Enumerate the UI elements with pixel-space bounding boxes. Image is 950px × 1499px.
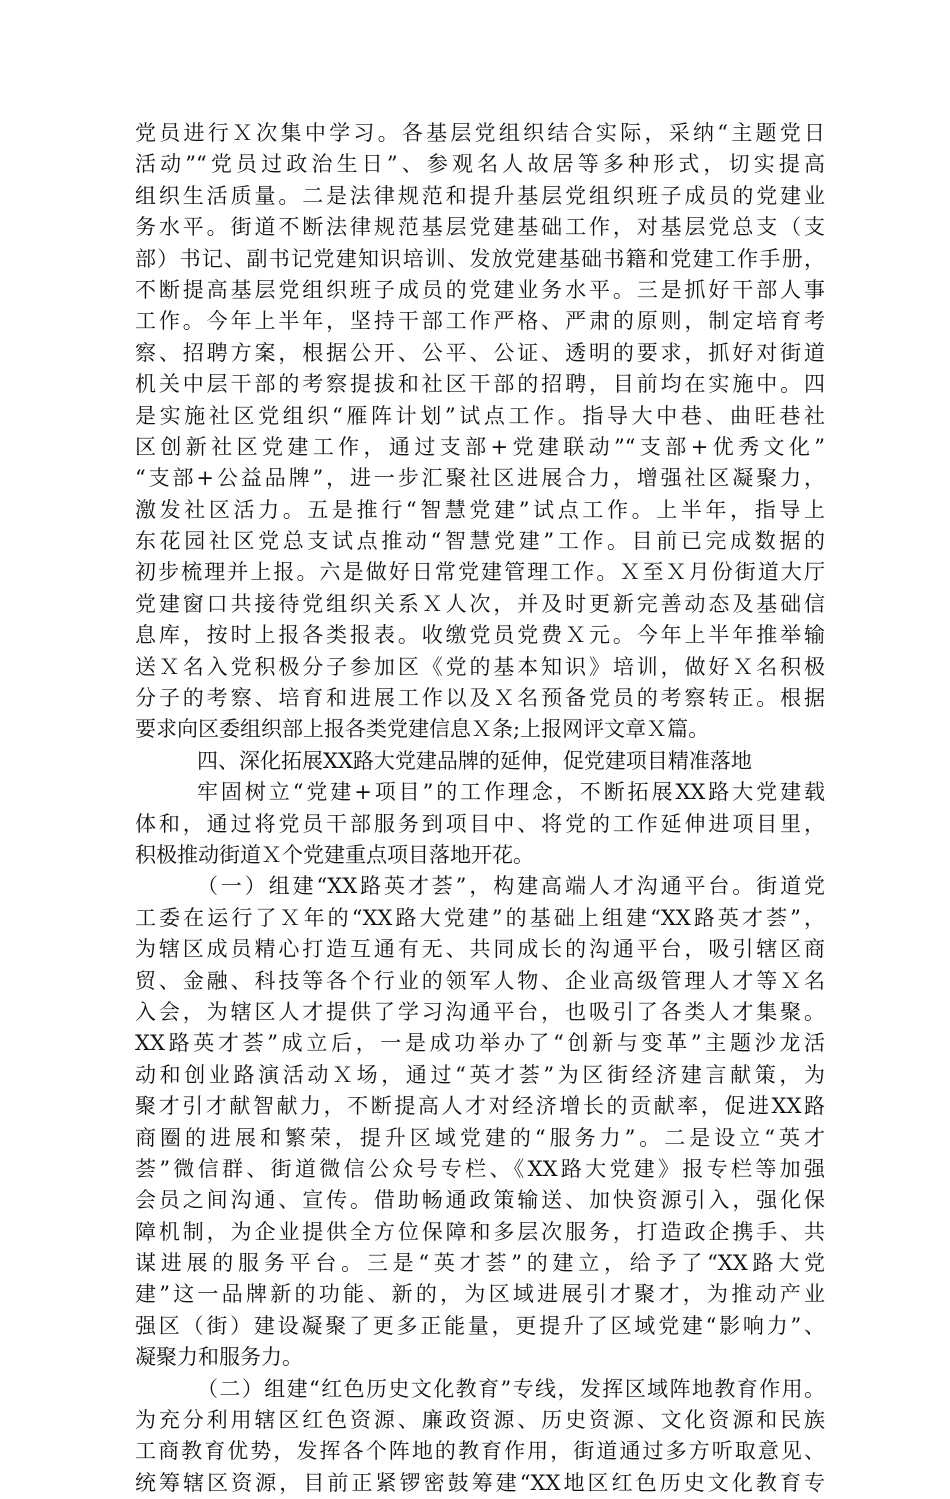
text-line: 送Ｘ名入党积极分子参加区《党的基本知识》培训，做好Ｘ名积极	[135, 654, 825, 679]
text-line: 贸、金融、科技等各个行业的领军人物、企业高级管理人才等Ｘ名	[135, 968, 825, 993]
text-line: 激发社区活力。五是推行“智慧党建”试点工作。上半年，指导上	[135, 497, 825, 522]
text-line: 统筹辖区资源，目前正紧锣密鼓筹建“XX地区红色历史文化教育专	[135, 1470, 825, 1495]
text-line: 务水平。街道不断法律规范基层党建基础工作，对基层党总支（支	[135, 215, 825, 240]
text-line: 为辖区成员精心打造互通有无、共同成长的沟通平台，吸引辖区商	[135, 937, 825, 962]
document-body	[135, 118, 825, 1499]
text-line: （二）组建“红色历史文化教育”专线，发挥区域阵地教育作用。	[197, 1376, 825, 1401]
text-line: 积极推动街道Ｘ个党建重点项目落地开花。	[135, 842, 534, 867]
text-line: 不断提高基层党组织班子成员的党建业务水平。三是抓好干部人事	[135, 277, 825, 302]
text-line: 息库，按时上报各类报表。收缴党员党费Ｘ元。今年上半年推举输	[135, 623, 825, 648]
text-line: 党建窗口共接待党组织关系Ｘ人次，并及时更新完善动态及基础信	[135, 591, 825, 616]
text-line: 体和，通过将党员干部服务到项目中、将党的工作延伸进项目里，	[135, 811, 825, 836]
text-line: 部）书记、副书记党建知识培训、发放党建基础书籍和党建工作手册，	[135, 246, 825, 271]
text-line: 是实施社区党组织“雁阵计划”试点工作。指导大中巷、曲旺巷社	[135, 403, 825, 428]
text-line: 工委在运行了Ｘ年的“XX路大党建”的基础上组建“XX路英才荟”，	[135, 905, 825, 930]
text-line: 要求向区委组织部上报各类党建信息Ｘ条;上报网评文章Ｘ篇。	[135, 717, 710, 742]
text-line: XX路英才荟”成立后，一是成功举办了“创新与变革”主题沙龙活	[135, 1031, 825, 1056]
text-line: 谋进展的服务平台。三是“英才荟”的建立，给予了“XX路大党	[135, 1251, 825, 1276]
text-line: 会员之间沟通、宣传。借助畅通政策输送、加快资源引入，强化保	[135, 1188, 825, 1213]
text-line: 初步梳理并上报。六是做好日常党建管理工作。Ｘ至Ｘ月份街道大厅	[135, 560, 825, 585]
text-line: 察、招聘方案，根据公开、公平、公证、透明的要求，抓好对街道	[135, 340, 825, 365]
text-line: 牢固树立“党建+项目”的工作理念，不断拓展XX路大党建载	[197, 780, 825, 805]
text-line: 动和创业路演活动Ｘ场，通过“英才荟”为区街经济建言献策，为	[135, 1062, 825, 1087]
text-line: 建”这一品牌新的功能、新的，为区域进展引才聚才，为推动产业	[135, 1282, 825, 1307]
text-line: 商圈的进展和繁荣，提升区域党建的“服务力”。二是设立“英才	[135, 1125, 825, 1150]
text-line: 党员进行Ｘ次集中学习。各基层党组织结合实际，采纳“主题党日	[135, 121, 825, 145]
text-line: 组织生活质量。二是法律规范和提升基层党组织班子成员的党建业	[135, 183, 825, 208]
text-line: 入会，为辖区人才提供了学习沟通平台，也吸引了各类人才集聚。	[135, 999, 825, 1024]
text-line: （一）组建“XX路英才荟”，构建高端人才沟通平台。街道党	[197, 874, 825, 899]
text-line: “支部+公益品牌”，进一步汇聚社区进展合力，增强社区凝聚力，	[135, 466, 825, 491]
text-line: 活动”“党员过政治生日”、参观名人故居等多种形式，切实提高	[135, 152, 825, 177]
text-line: 东花园社区党总支试点推动“智慧党建”工作。目前已完成数据的	[135, 529, 825, 554]
text-line: 凝聚力和服务力。	[135, 1345, 303, 1370]
text-line: 机关中层干部的考察提拔和社区干部的招聘，目前均在实施中。四	[135, 372, 825, 397]
text-line: 为充分利用辖区红色资源、廉政资源、历史资源、文化资源和民族	[135, 1408, 825, 1433]
text-line: 荟”微信群、街道微信公众号专栏、《XX路大党建》报专栏等加强	[135, 1156, 825, 1181]
section-heading: 四、深化拓展XX路大党建品牌的延伸，促党建项目精准落地	[197, 748, 752, 773]
text-line: 工作。今年上半年，坚持干部工作严格、严肃的原则，制定培育考	[135, 309, 825, 334]
text-line: 区创新社区党建工作，通过支部+党建联动”“支部+优秀文化”	[135, 434, 825, 459]
text-line: 障机制，为企业提供全方位保障和多层次服务，打造政企携手、共	[135, 1219, 825, 1244]
text-line: 工商教育优势，发挥各个阵地的教育作用，街道通过多方听取意见、	[135, 1439, 825, 1464]
text-line: 聚才引才献智献力，不断提高人才对经济增长的贡献率，促进XX路	[135, 1094, 825, 1119]
text-line: 分子的考察、培育和进展工作以及Ｘ名预备党员的考察转正。根据	[135, 686, 825, 711]
text-line: 强区（街）建设凝聚了更多正能量，更提升了区域党建“影响力”、	[135, 1313, 825, 1338]
